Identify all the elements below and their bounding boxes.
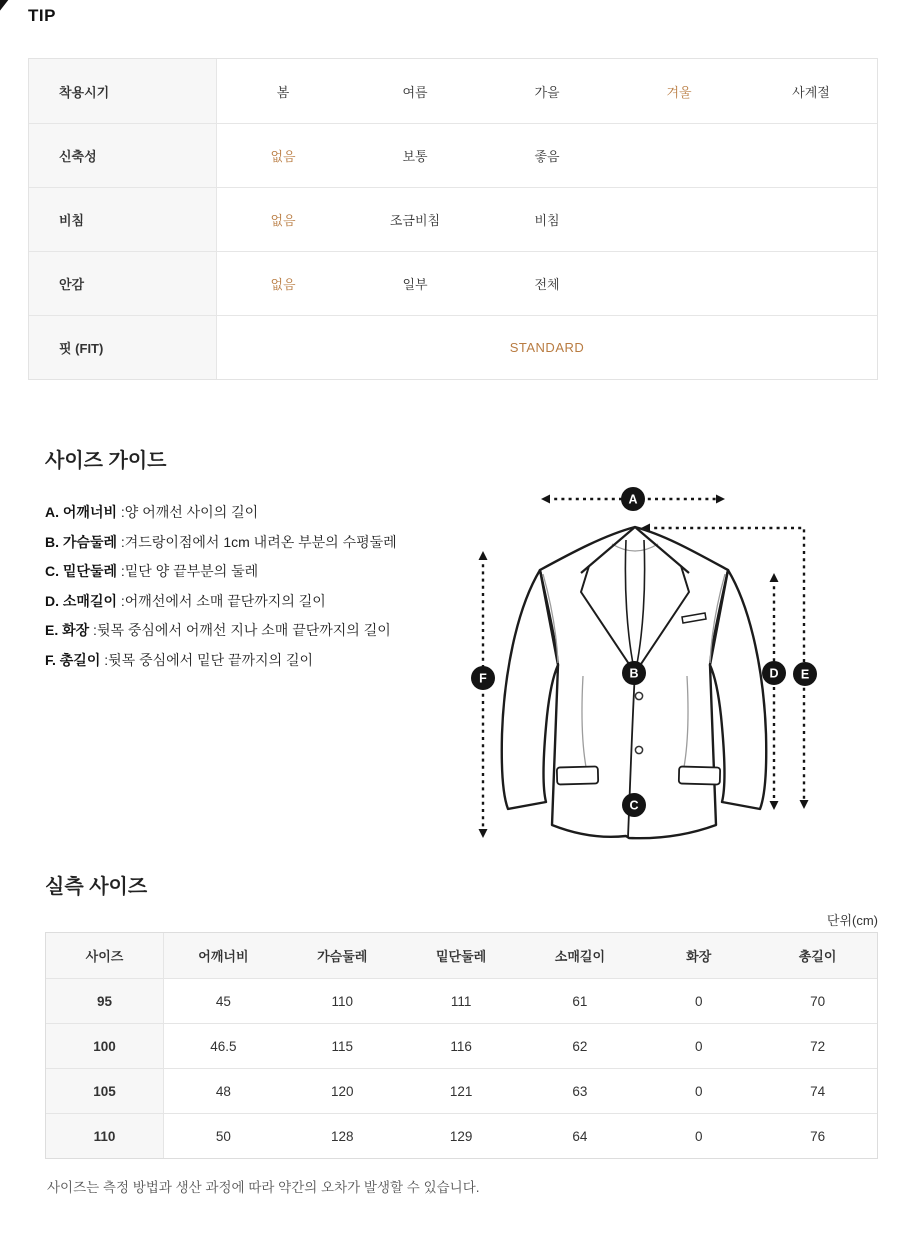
size-guide-item: A. 어깨너비 :양 어깨선 사이의 길이 [45,504,259,520]
measurement-value: 120 [330,1083,354,1099]
size-guide-item: C. 밑단둘레 :밑단 양 끝부분의 둘레 [45,563,259,579]
tip-row-value: 보통 [402,149,428,164]
tip-table-row [29,187,877,251]
size-guide-item: B. 가슴둘레 :겨드랑이점에서 1cm 내려온 부분의 수평둘레 [45,533,397,550]
tip-row-value: 겨울 [666,84,692,100]
measurements-header-cell: 소매길이 [521,933,640,978]
measurements-header-row [46,933,877,978]
measurements-data-row [46,1113,877,1158]
measurements-data-row [46,1068,877,1113]
measurement-value: 46.5 [210,1038,237,1054]
measurements-header-cell: 사이즈 [46,933,164,978]
tip-row-value: 비침 [534,213,560,228]
tip-row-label: 핏 (FIT) [29,316,217,379]
badge-a-icon [621,487,645,511]
measurement-value: 115 [331,1038,353,1054]
svg-text:C: C [629,798,639,813]
tip-row-value: 없음 [270,213,296,228]
tip-row-value: 일부 [402,277,428,292]
measurement-value: 72 [810,1038,826,1054]
tip-row-value: 봄 [276,84,290,100]
tip-row-value: 좋음 [534,149,560,164]
size-guide-list [45,498,445,675]
measurement-value: 111 [450,993,472,1009]
tip-row-value: 전체 [534,277,560,292]
measurements-header-cell: 밑단둘레 [402,933,521,978]
svg-text:F: F [479,671,487,686]
measurement-value: 0 [694,1128,703,1144]
measurement-value: 50 [215,1128,231,1144]
tip-row-value: 없음 [270,277,296,292]
tip-section-title: TIP [28,6,56,25]
badge-e-icon [793,662,817,686]
measurements-table [45,932,878,1159]
jacket-measurement-diagram [455,458,885,858]
tip-row-label: 착용시기 [29,59,217,123]
unit-note: 단위(cm) [826,913,878,928]
measurement-value: 64 [572,1128,588,1144]
badge-f-icon [471,666,495,690]
measurement-value: 48 [215,1083,231,1099]
measurement-value: 0 [694,1083,703,1099]
tip-row-value: 조금비침 [389,213,441,228]
measurement-value: 128 [330,1128,354,1144]
size-value: 110 [46,1114,164,1158]
measurement-value: 61 [572,993,588,1009]
measurements-header-cell: 화장 [639,933,758,978]
size-disclaimer: 사이즈는 측정 방법과 생산 과정에 따라 약간의 오차가 발생할 수 있습니다. [47,1180,480,1195]
measurement-value: 76 [810,1128,826,1144]
badge-c-icon [622,793,646,817]
size-guide-term: D. 소매길이 [45,592,117,609]
svg-text:E: E [800,667,810,682]
size-value: 100 [46,1024,164,1068]
tip-row-label: 안감 [29,252,217,315]
size-value: 95 [46,979,164,1023]
corner-artifact [0,0,9,11]
measurements-title: 실측 사이즈 [45,876,148,898]
tip-row-value: 사계절 [792,84,830,100]
measurement-value: 0 [694,1038,703,1054]
measurement-value: 70 [810,993,826,1009]
measurements-data-row [46,1023,877,1068]
measurement-value: 0 [694,993,703,1009]
size-guide-item: F. 총길이 :뒷목 중심에서 밑단 끝까지의 길이 [45,651,314,668]
badge-d-icon [762,661,786,685]
measurement-value: 45 [215,993,231,1009]
measurement-value: 63 [572,1083,588,1099]
size-value: 105 [46,1069,164,1113]
size-guide-item: D. 소매길이 :어깨선에서 소매 끝단까지의 길이 [45,592,326,609]
tip-table-row [29,123,877,187]
measurements-data-row [46,978,877,1023]
measurement-value: 74 [810,1083,826,1099]
tip-row-label: 신축성 [29,124,217,187]
tip-table-row [29,315,877,379]
measurement-value: 110 [331,993,353,1009]
tip-table-row [29,251,877,315]
tip-table-row [29,59,877,123]
svg-text:A: A [628,492,638,507]
tip-row-label: 비침 [29,188,217,251]
badge-b-icon [622,661,646,685]
tip-attributes-table [28,58,878,380]
size-guide-term: E. 화장 [45,622,90,638]
tip-row-value: STANDARD [509,340,585,355]
measurements-header-cell: 가슴둘레 [283,933,402,978]
size-guide-item: E. 화장 :뒷목 중심에서 어깨선 지나 소매 끝단까지의 길이 [45,622,391,638]
size-guide-term: B. 가슴둘레 [45,533,117,550]
tip-row-value: 가을 [534,84,560,100]
measurements-header-cell: 총길이 [758,933,877,978]
tip-row-value: 여름 [402,84,428,100]
tip-row-value: 없음 [270,149,296,164]
measurement-value: 116 [450,1038,472,1054]
size-guide-title: 사이즈 가이드 [45,450,167,472]
measurements-header-cell: 어깨너비 [164,933,283,978]
svg-text:D: D [769,666,779,681]
measurement-value: 62 [572,1038,588,1054]
svg-text:B: B [629,666,639,681]
size-guide-term: F. 총길이 [45,651,101,668]
size-guide-term: C. 밑단둘레 [45,563,117,579]
measurement-value: 121 [449,1083,473,1099]
measurement-value: 129 [449,1128,473,1144]
size-guide-term: A. 어깨너비 [45,504,117,520]
